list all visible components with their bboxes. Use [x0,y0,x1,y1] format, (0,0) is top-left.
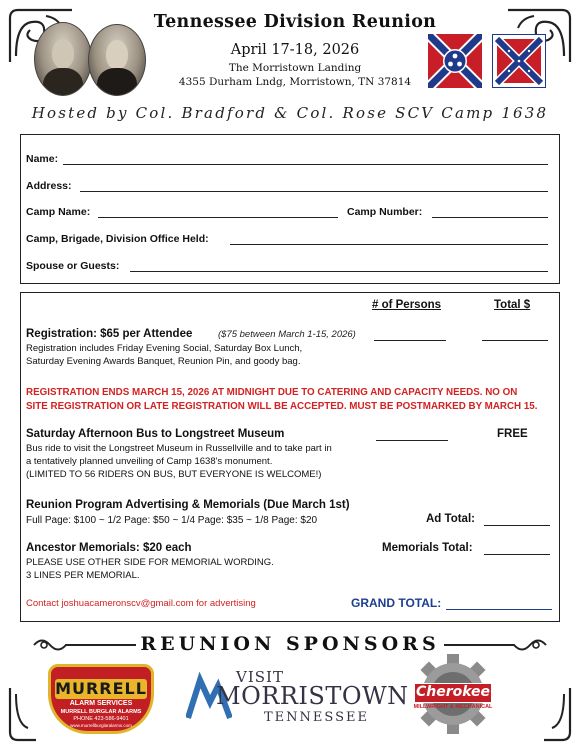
grand-total-label: GRAND TOTAL: [351,596,442,610]
event-venue: The Morristown Landing [228,62,362,74]
hosted-by-line: Hosted by Col. Bradford & Col. Rose SCV Camp 1638 [31,104,549,122]
memorials-total-label: Memorials Total: [382,542,473,554]
bus-free-label: FREE [497,428,528,440]
murrell-logo-sub: ALARM SERVICES [69,700,133,707]
persons-header: # of Persons [372,299,442,311]
total-header: Total $ [494,299,531,311]
portrait-icon [34,22,92,96]
portrait-icon [88,24,146,96]
address-label: Address: [26,180,72,192]
name-field[interactable] [63,164,548,165]
memorials-total-field[interactable] [484,554,550,555]
registration-desc-line: Saturday Evening Awards Banquet, Reunion Pin, and goody bag. [26,356,301,367]
office-held-field[interactable] [230,244,548,245]
murrell-logo-name: MURRELL [55,679,147,698]
event-address: 4355 Durham Lndg, Morristown, TN 37814 [178,76,412,88]
grand-total-field[interactable] [446,609,552,610]
battle-flag-icon [492,34,546,88]
sponsors-title: REUNION SPONSORS [140,633,440,655]
scroll-ornament-icon [30,634,140,656]
tennessee-flag-icon [428,34,482,88]
event-title: Tennessee Division Reunion [153,12,437,32]
murrell-logo-phone: PHONE 423-586-9401 [73,716,129,722]
camp-name-field[interactable] [98,217,338,218]
camp-number-field[interactable] [432,217,548,218]
registration-late-note: ($75 between March 1-15, 2026) [218,329,356,340]
spouse-guests-label: Spouse or Guests: [26,260,120,272]
ad-total-label: Ad Total: [426,513,475,525]
ad-total-field[interactable] [484,525,550,526]
registration-warning: SITE REGISTRATION OR LATE REGISTRATION WILL BE ACCEPTED. MUST BE POSTMARKED BY MARCH 15. [26,401,538,412]
memorials-title: Ancestor Memorials: $20 each [26,542,192,554]
bus-desc-line: a tentatively planned unveiling of Camp 1638's monument. [26,456,273,467]
bus-desc-line: (LIMITED TO 56 RIDERS ON BUS, BUT EVERYONE IS WELCOME!) [26,469,322,480]
address-field[interactable] [80,191,548,192]
cherokee-name: Cherokee [415,684,491,700]
camp-number-label: Camp Number: [347,206,423,218]
camp-name-label: Camp Name: [26,206,91,218]
ads-prices: Full Page: $100 ~ 1/2 Page: $50 ~ 1/4 Page: $35 ~ 1/8 Page: $20 [26,515,318,526]
corner-ornament-icon [504,684,574,744]
bus-desc-line: Bus ride to visit the Longstreet Museum in Russellville and to take part in [26,443,332,454]
visit-state: TENNESSEE [264,710,369,725]
memorials-desc-line: 3 LINES PER MEMORIAL. [26,570,140,581]
registration-total-field[interactable] [482,340,548,341]
registration-persons-field[interactable] [374,340,446,341]
registration-desc-line: Registration includes Friday Evening Social, Saturday Box Lunch, [26,343,303,354]
name-label: Name: [26,153,59,165]
bus-title: Saturday Afternoon Bus to Longstreet Museum [26,428,285,440]
murrell-logo-line: MURRELL BURGLAR ALARMS [60,709,142,715]
spouse-guests-field[interactable] [130,271,548,272]
office-held-label: Camp, Brigade, Division Office Held: [26,233,209,245]
event-date: April 17-18, 2026 [230,42,360,58]
registration-warning: REGISTRATION ENDS MARCH 15, 2026 AT MIDNIGHT DUE TO CATERING AND CAPACITY NEEDS. NO ON [26,387,518,398]
bus-persons-field[interactable] [376,440,448,441]
memorials-desc-line: PLEASE USE OTHER SIDE FOR MEMORIAL WORDING. [26,557,274,568]
visit-word: VISIT [236,668,284,686]
ads-title: Reunion Program Advertising & Memorials (Due March 1st) [26,499,350,511]
registration-title: Registration: $65 per Attendee [26,328,193,340]
visit-city: MORRISTOWN [216,682,409,710]
cherokee-sub: MILLWRIGHT & MECHANICAL [413,704,493,710]
advertising-contact: Contact joshuacameronscv@gmail.com for advertising [26,598,256,609]
murrell-logo-web: www.murrellburglaralarms.com [70,723,132,728]
murrell-logo [48,664,154,734]
